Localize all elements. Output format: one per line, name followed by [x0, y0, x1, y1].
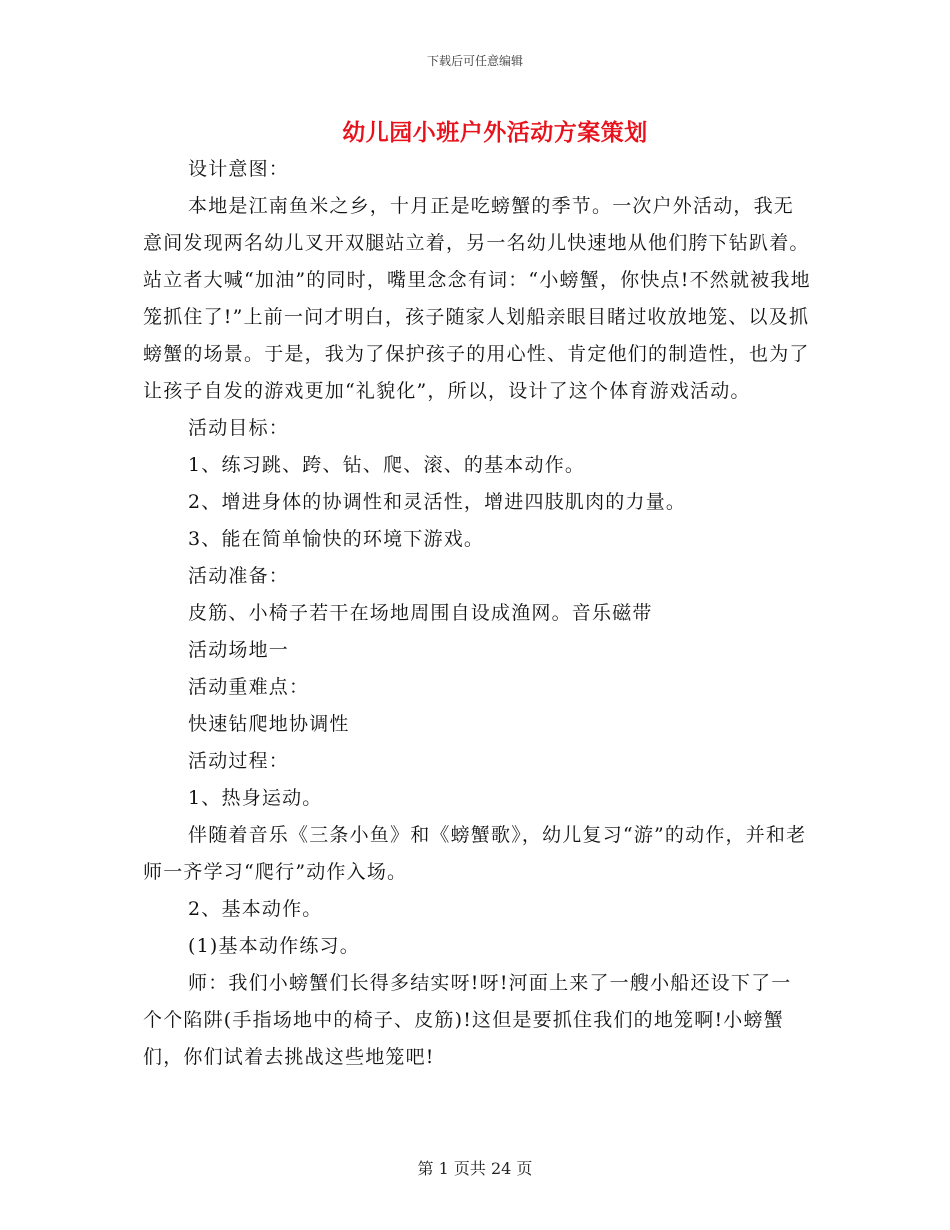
paragraph-preparation: 皮筋、小椅子若干在场地周围自设成渔网。音乐磁带: [188, 602, 653, 624]
process-step-2: 2、基本动作。: [188, 898, 323, 920]
page-footer: 第 1 页共 24 页: [417, 1159, 533, 1178]
paragraph-venue: 活动场地一: [188, 639, 290, 661]
process-substep-1: (1)基本动作练习。: [188, 935, 360, 957]
paragraph-warmup: 伴随着音乐《三条小鱼》和《螃蟹歌》，幼儿复习“游”的动作，并和老师一齐学习“爬行”动作入场。: [143, 824, 807, 883]
paragraph-key-points: 快速钻爬地协调性: [188, 713, 350, 735]
document-title: 幼儿园小班户外活动方案策划: [342, 119, 648, 146]
goal-item-3: 3、能在简单愉快的环境下游戏。: [188, 528, 485, 550]
section-heading-key-points: 活动重难点：: [188, 676, 310, 698]
page-header: 下载后可任意编辑: [426, 54, 523, 68]
goal-item-1: 1、练习跳、跨、钻、爬、滚、的基本动作。: [188, 454, 586, 476]
paragraph-teacher-speech: 师：我们小螃蟹们长得多结实呀!呀!河面上来了一艘小船还设下了一个个陷阱(手指场地中的椅子、皮筋)!这但是要抓住我们的地笼啊!小螃蟹们，你们试着去挑战这些地笼吧!: [143, 972, 792, 1068]
document-body: [143, 151, 811, 1076]
process-step-1: 1、热身运动。: [188, 787, 323, 809]
section-heading-process: 活动过程：: [188, 750, 290, 772]
section-heading-design-intent: 设计意图：: [188, 158, 290, 180]
section-heading-goals: 活动目标：: [188, 417, 290, 439]
goal-item-2: 2、增进身体的协调性和灵活性，增进四肢肌肉的力量。: [188, 491, 687, 513]
paragraph-design-intent: 本地是江南鱼米之乡，十月正是吃螃蟹的季节。一次户外活动，我无意间发现两名幼儿叉开双腿站立着，另一名幼儿快速地从他们胯下钻趴着。站立者大喊“加油”的同时，嘴里念念有词：“小螃蟹，你快点!不然就被我地笼抓住了!”上前一问才明白，孩子随家人划船亲眼目睹过收放地笼、以及抓螃蟹的场景。于是，我为了保护孩子的用心性、肯定他们的制造性，也为了让孩子自发的游戏更加“礼貌化”，所以，设计了这个体育游戏活动。: [143, 195, 811, 402]
section-heading-preparation: 活动准备：: [188, 565, 290, 587]
